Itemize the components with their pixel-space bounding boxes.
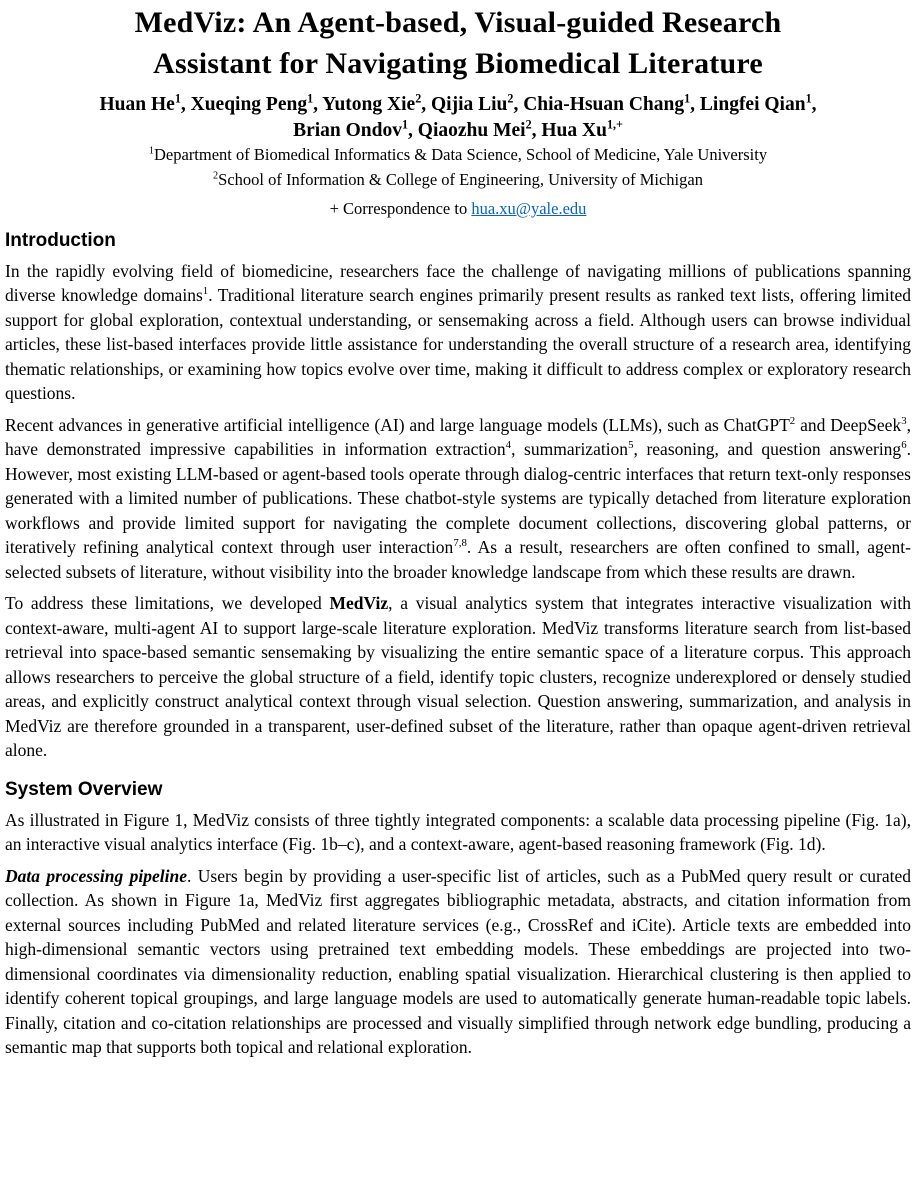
author-line-2 — [5, 118, 911, 144]
intro-paragraph-3 — [5, 591, 911, 763]
superscript-reference: 1 — [307, 91, 314, 106]
author-line-1 — [5, 92, 911, 118]
text-run: . Traditional literature search engines primarily present results as ranked text lists, offering limited support for global exploration, contextual understanding, or sensemaking across a field. Although users can browse individual articles, these list-based interfaces provide little assistance for understanding the overall structure of a research area, identifying thematic relationships, or examining how topics evolve over time, making it difficult to address complex or exploratory research questions. — [5, 285, 912, 404]
text-run: Brian Ondov — [293, 119, 402, 141]
superscript-reference: 1 — [684, 91, 691, 106]
text-run: , summarization — [511, 439, 629, 460]
text-run: . As a result, researchers are often confined to small, agent-selected subsets of literature, without visibility into the broader knowledge landscape from which these results are drawn. — [5, 537, 911, 582]
text-run: , Lingfei Qian — [690, 93, 806, 115]
author-list — [5, 92, 911, 143]
superscript-reference: 1,+ — [606, 117, 623, 132]
text-run: , — [811, 93, 817, 115]
text-run: Data processing pipeline — [5, 865, 187, 886]
text-run: . However, most existing LLM-based or agent-based tools operate through dialog-centric interfaces that return text-only responses generated with a limited number of publications. These chatbot-style systems are typically detached from literature exploration workflows and provide limited support for navigating the complete document collections, discovering global patterns, or iteratively refining analytical context through user interaction — [5, 439, 911, 558]
paper-title-line-1: MedViz: An Agent-based, Visual-guided Research — [134, 6, 782, 39]
correspondence-line — [5, 199, 911, 219]
superscript-reference: 6 — [901, 439, 907, 452]
text-run: , Qijia Liu — [421, 93, 508, 115]
superscript-reference: 1 — [402, 117, 409, 132]
text-run: , a visual analytics system that integrates interactive visualization with context-aware, multi-agent AI to support large-scale literature exploration. MedViz transforms literature search from list-based retrieval into space-based semantic sensemaking by visualizing the entire semantic space of a literature corpus. This approach allows researchers to perceive the global structure of a field, identify topic clusters, recognize underexplored or densely studied areas, and explicitly construct analytical context through visual selection. Question answering, summarization, and analysis in MedViz are therefore grounded in a transparent, user-defined subset of the literature, rather than opaque agent-driven retrieval alone. — [5, 593, 911, 761]
paper-title-line-2: Assistant for Navigating Biomedical Literature — [153, 47, 763, 81]
superscript-reference: 5 — [628, 439, 634, 452]
superscript-reference: 2 — [415, 91, 422, 106]
superscript-reference: 1 — [805, 91, 812, 106]
text-run: , Hua Xu — [531, 119, 607, 141]
text-run: As illustrated in Figure 1, MedViz consists of three tightly integrated components: a scalable data processing pipeline (Fig. 1a), an interactive visual analytics interface (Fig. 1b–c), and a context-aware, agent-based reasoning framework (Fig. 1d). — [5, 809, 911, 855]
superscript-reference: 2 — [507, 91, 514, 106]
text-run: . Users begin by providing a user-specific list of articles, such as a PubMed query result or curated collection. As shown in Figure 1a, MedViz first aggregates bibliographic metadata, abstracts, and citation information from external sources including PubMed and related literature services (e.g., CrossRef and iCite). Article texts are embedded into high-dimensional semantic vectors using pretrained text embedding models. These embeddings are projected into two-dimensional coordinates via dimensionality reduction, enabling spatial visualization. Hierarchical clustering is then applied to identify coherent topical groupings, and large language models are used to automatically generate human-readable topic labels. Finally, citation and co-citation relationships are processed and visually simplified through network edge bundling, producing a semantic map that supports both topical and relational exploration. — [5, 865, 911, 1058]
intro-paragraph-2 — [5, 413, 911, 585]
system-overview-paragraph-1 — [5, 808, 911, 857]
text-run: , Xueqing Peng — [180, 93, 308, 115]
text-run: , have demonstrated impressive capabilities in information extraction — [5, 414, 911, 460]
superscript-reference: 1 — [174, 91, 181, 106]
affiliation-1 — [5, 143, 911, 168]
superscript-reference: 1 — [202, 285, 209, 298]
text-run: and DeepSeek — [795, 414, 902, 435]
paper-title — [5, 2, 911, 85]
system-overview-paragraph-2 — [5, 864, 911, 1060]
text-run: School of Information & College of Engineering, University of Michigan — [218, 170, 703, 189]
text-run: + Correspondence to — [329, 198, 472, 218]
section-heading-system-overview: System Overview — [5, 778, 163, 800]
email-link[interactable]: hua.xu@yale.edu — [471, 198, 587, 218]
text-run: In the rapidly evolving field of biomedicine, researchers face the challenge of navigating millions of publications spanning diverse knowledge domains — [5, 260, 911, 306]
text-run: To address these limitations, we developed — [5, 593, 330, 614]
text-run: MedViz — [329, 593, 389, 614]
superscript-reference: 4 — [505, 439, 512, 452]
text-run: , Qiaozhu Mei — [408, 119, 526, 141]
text-run: , reasoning, and question answering — [633, 439, 902, 460]
superscript-reference: 7,8 — [453, 537, 467, 550]
superscript-reference: 2 — [525, 117, 532, 132]
text-run: Huan He — [99, 93, 175, 115]
section-heading-introduction: Introduction — [5, 229, 116, 251]
text-run: , Chia-Hsuan Chang — [513, 93, 685, 115]
affiliation-2 — [5, 168, 911, 193]
superscript-reference: 2 — [789, 414, 796, 427]
superscript-reference: 3 — [901, 414, 907, 427]
text-run: Recent advances in generative artificial intelligence (AI) and large language models (LLMs), such as ChatGPT — [5, 414, 790, 435]
superscript-reference: 2 — [213, 170, 219, 182]
text-run: , Yutong Xie — [313, 93, 416, 115]
text-run: Department of Biomedical Informatics & Data Science, School of Medicine, Yale University — [154, 145, 768, 165]
superscript-reference: 1 — [148, 145, 154, 157]
intro-paragraph-1 — [5, 259, 911, 406]
